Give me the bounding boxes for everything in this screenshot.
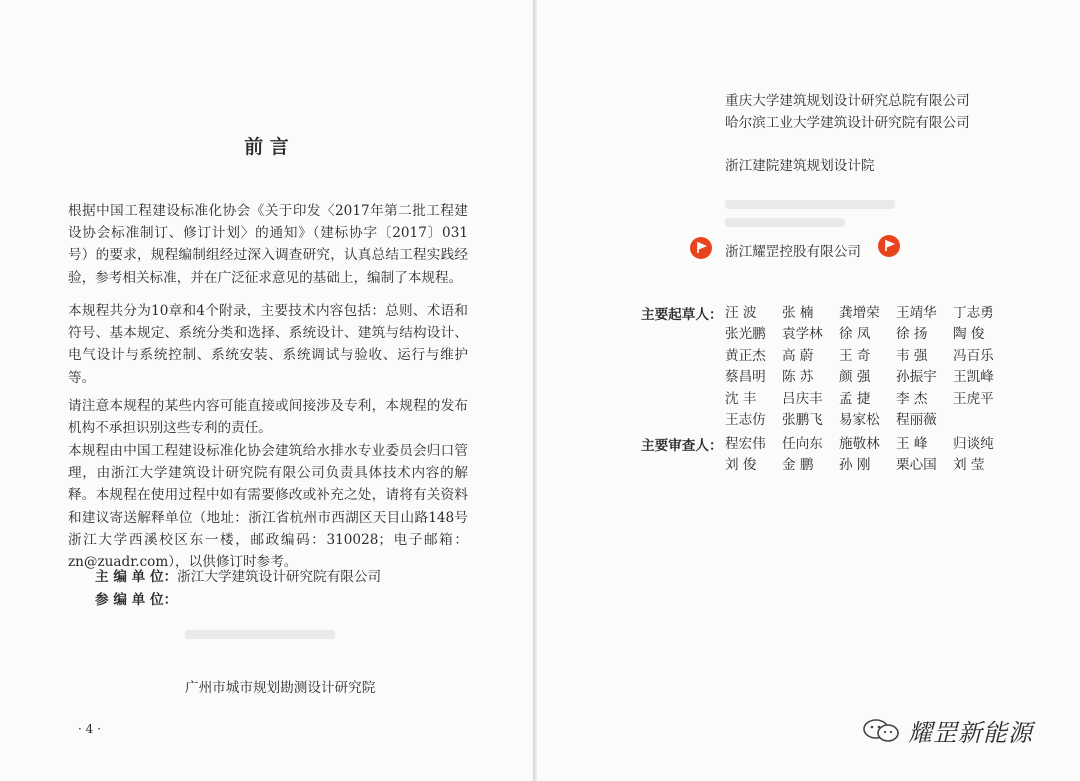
drafter-name: 陈 苏: [782, 369, 814, 386]
drafter-name: 徐 扬: [896, 326, 928, 343]
drafter-name: 王 奇: [839, 347, 871, 364]
reviewer-name: 金 鹏: [782, 457, 814, 474]
drafter-name: 冯百乐: [953, 347, 994, 364]
org-zhejiang-jianyuan: 浙江建院建筑规划设计院: [725, 158, 875, 174]
drafter-name: 袁学林: [782, 326, 823, 343]
chief-unit-line: [95, 566, 381, 588]
drafters-label: 主要起草人：: [641, 307, 723, 323]
participating-unit-guangzhou: 广州市城市规划勘测设计研究院: [185, 680, 376, 696]
drafters-list: [725, 303, 1010, 431]
participating-unit-label: 参 编 单 位：: [95, 592, 178, 608]
reviewer-name: 任向东: [782, 436, 823, 452]
org-harbin: 哈尔滨工业大学建筑设计研究院有限公司: [725, 115, 970, 131]
paragraph-4: 本规程由中国工程建设标准化协会建筑给水排水专业委员会归口管理，由浙江大学建筑设计研究院有限公司负责具体技术内容的解释。本规程在使用过程中如有需要修改或补充之处，请将有关资料和建议寄送解释单位（地址：浙江省杭州市西湖区天目山路148号浙江大学西溪校区东一楼，邮政编码：310028；电子邮箱：zn@zuadr.com），以供修订时参考。: [68, 443, 468, 571]
drafter-name: 沈 丰: [725, 390, 757, 407]
drafter-name: 程丽薇: [896, 412, 937, 429]
paragraph-1: 根据中国工程建设标准化协会《关于印发〈2017年第二批工程建设协会标准制订、修订计划〉的通知》（建标协字〔2017〕031号）的要求，规程编制组经过深入调查研究，认真总结工程实践经验，参考相关标准，并在广泛征求意见的基础上，编制了本规程。: [68, 203, 468, 286]
paragraph-3: 请注意本规程的某些内容可能直接或间接涉及专利，本规程的发布机构不承担识别这些专利的责任。: [68, 398, 468, 437]
page-number: · 4 ·: [78, 722, 101, 736]
drafter-name: 徐 凤: [839, 326, 871, 343]
faded-text: [725, 218, 845, 227]
participating-unit-line: [95, 589, 177, 611]
drafter-name: 丁志勇: [953, 305, 994, 321]
drafter-name: 张鹏飞: [782, 412, 823, 429]
watermark: [862, 713, 1033, 748]
drafter-name: 王凯峰: [953, 369, 994, 386]
chief-unit-label: 主 编 单 位：: [95, 569, 178, 585]
wechat-icon: [862, 718, 902, 744]
paragraph-2: 本规程共分为10章和4个附录，主要技术内容包括：总则、术语和符号、基本规定、系统分类和选择、系统设计、建筑与结构设计、电气设计与系统控制、系统安装、系统调试与验收、运行与维护等。: [68, 303, 468, 386]
reviewer-name: 施敬林: [839, 436, 880, 452]
drafter-name: 易家松: [839, 412, 880, 429]
drafter-name: 张光鹏: [725, 326, 766, 343]
chief-unit: 浙江大学建筑设计研究院有限公司: [177, 569, 382, 585]
drafter-name: 龚增荣: [839, 305, 880, 321]
drafter-name: 韦 强: [896, 347, 928, 364]
reviewer-name: 刘 莹: [953, 457, 985, 474]
reviewers-label: 主要审查人：: [641, 438, 723, 454]
flag-icon: [878, 235, 900, 257]
drafter-name: 王靖华: [896, 305, 937, 321]
drafter-name: 吕庆丰: [782, 390, 823, 407]
reviewers-list: [725, 434, 1010, 477]
reviewer-name: 程宏伟: [725, 436, 766, 452]
reviewer-name: 王 峰: [896, 436, 928, 452]
drafter-name: 王虎平: [953, 390, 994, 407]
drafter-name: 高 蔚: [782, 347, 814, 364]
drafter-name: 王志仿: [725, 412, 766, 429]
reviewer-name: 归谈纯: [953, 436, 994, 452]
drafter-name: 汪 波: [725, 305, 757, 321]
watermark-text: 耀罡新能源: [908, 719, 1033, 747]
reviewer-name: 栗心国: [896, 457, 937, 474]
drafter-name: 黄正杰: [725, 347, 766, 364]
drafter-name: 张 楠: [782, 305, 814, 321]
drafter-name: 颜 强: [839, 369, 871, 386]
drafter-name: 蔡昌明: [725, 369, 766, 386]
drafter-name: 陶 俊: [953, 326, 985, 343]
faded-text: [185, 630, 335, 639]
reviewer-name: 孙 刚: [839, 457, 871, 474]
reviewer-name: 刘 俊: [725, 457, 757, 474]
org-chongqing: 重庆大学建筑规划设计研究总院有限公司: [725, 93, 970, 109]
left-page: [0, 0, 533, 781]
drafter-name: 孙振宇: [896, 369, 937, 386]
drafter-name: 孟 捷: [839, 390, 871, 407]
org-yaogang: 浙江耀罡控股有限公司: [725, 244, 861, 260]
faded-text: [725, 200, 895, 209]
drafter-name: 李 杰: [896, 390, 928, 407]
flag-icon: [690, 237, 712, 259]
page-title: 前 言: [244, 136, 289, 158]
